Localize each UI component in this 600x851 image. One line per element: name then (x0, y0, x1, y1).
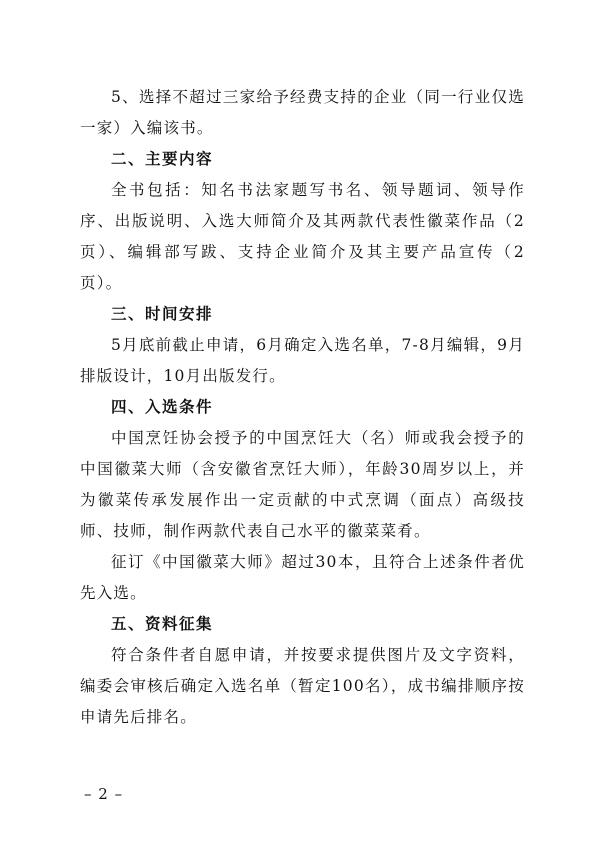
schedule-paragraph: 5月底前截止申请，6月确定入选名单，7-8月编辑，9月排版设计，10月出版发行。 (80, 336, 525, 385)
section-heading-schedule: 三、时间安排 (111, 305, 214, 323)
section-heading-materials: 五、资料征集 (111, 615, 214, 633)
page-number: – 2 – (84, 785, 124, 803)
item-5-paragraph: 5、选择不超过三家给予经费支持的企业（同一行业仅选一家）入编该书。 (80, 88, 525, 137)
section-heading-selection-criteria: 四、入选条件 (111, 398, 214, 416)
materials-paragraph: 符合条件者自愿申请，并按要求提供图片及文字资料，编委会审核后确定入选名单（暂定100名），成书编排顺序按申请先后排名。 (80, 646, 525, 726)
section-heading-main-content: 二、主要内容 (111, 150, 214, 168)
main-content-paragraph: 全书包括：知名书法家题写书名、领导题词、领导作序、出版说明、入选大师简介及其两款代表性徽菜作品（2页）、编辑部写跋、支持企业简介及其主要产品宣传（2页）。 (80, 181, 525, 292)
document-body (80, 82, 525, 733)
priority-paragraph: 征订《中国徽菜大师》超过30本，且符合上述条件者优先入选。 (80, 553, 525, 602)
selection-criteria-paragraph: 中国烹饪协会授予的中国烹饪大（名）师或我会授予的中国徽菜大师（含安徽省烹饪大师），年龄30周岁以上，并为徽菜传承发展作出一定贡献的中式烹调（面点）高级技师、技师，制作两款代表自己水平的徽菜菜肴。 (80, 429, 525, 540)
